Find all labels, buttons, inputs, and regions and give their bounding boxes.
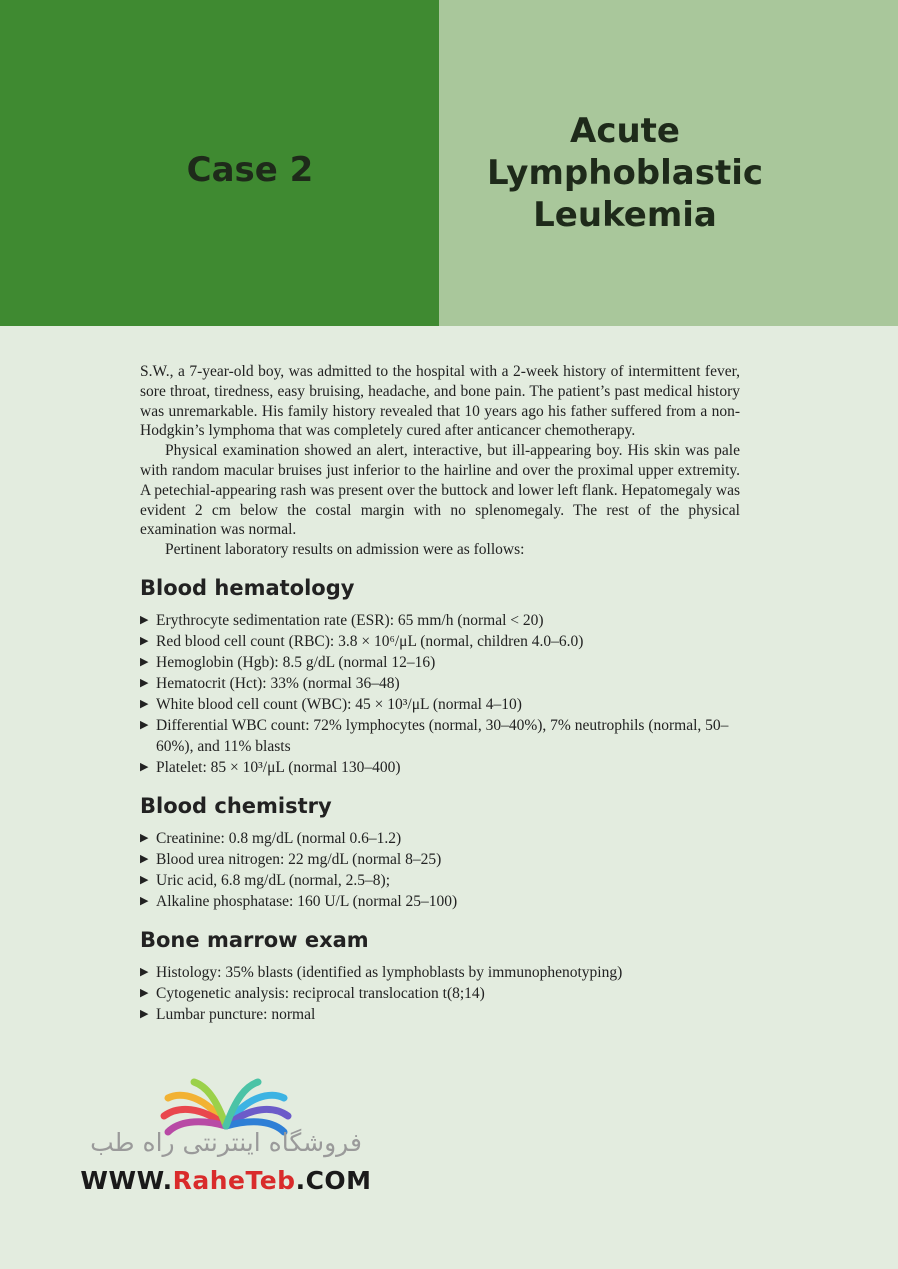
list-item: ▶ Hemoglobin (Hgb): 8.5 g/dL (normal 12–16) (140, 653, 436, 671)
store-name-persian: فروشگاه اینترنتی راه طب (90, 1128, 362, 1157)
chapter-title (470, 110, 780, 236)
bullet-icon: ▶ (140, 965, 149, 978)
list-item: ▶ Creatinine: 0.8 mg/dL (normal 0.6–1.2) (140, 829, 402, 847)
bullet-icon: ▶ (140, 613, 149, 626)
bullet-icon: ▶ (140, 676, 149, 689)
intro-paragraph: S.W., a 7-year-old boy, was admitted to the hospital with a 2-week history of intermittent fever, sore throat, tiredness, easy bruising, headache, and bone pain. The patient’s past medical history was unremarkable. His family history revealed that 10 years ago his father suffered from a non-Hodgkin’s lymphoma that was completely cured after anticancer chemotherapy. (140, 363, 740, 440)
list-item: ▶ Histology: 35% blasts (identified as lymphoblasts by immunophenotyping) (140, 963, 623, 981)
list-item: ▶ Blood urea nitrogen: 22 mg/dL (normal 8–25) (140, 850, 442, 868)
bone-marrow-list (140, 962, 740, 1025)
title-line: Lymphoblastic (486, 153, 764, 193)
bullet-icon: ▶ (140, 831, 149, 844)
header-left-panel (0, 0, 439, 326)
list-item: ▶ Cytogenetic analysis: reciprocal translocation t(8;14) (140, 984, 485, 1002)
bullet-icon: ▶ (140, 852, 149, 865)
list-item: ▶ Alkaline phosphatase: 160 U/L (normal 25–100) (140, 892, 458, 910)
chapter-header (0, 0, 898, 326)
list-item: ▶ Red blood cell count (RBC): 3.8 × 10⁶/μL (normal, children 4.0–6.0) (140, 632, 584, 650)
section-heading-blood-chemistry: Blood chemistry (140, 793, 332, 818)
list-item: ▶ Differential WBC count: 72% lymphocytes (normal, 30–40%), 7% neutrophils (normal, 50–60%), and 11% blasts (140, 716, 729, 755)
list-item: ▶ Uric acid, 6.8 mg/dL (normal, 2.5–8); (140, 871, 391, 889)
bullet-icon: ▶ (140, 655, 149, 668)
hematology-list (140, 610, 740, 778)
bullet-icon: ▶ (140, 634, 149, 647)
case-content (140, 362, 740, 1025)
case-label: Case 2 (186, 150, 314, 190)
list-item: ▶ Platelet: 85 × 10³/μL (normal 130–400) (140, 758, 401, 776)
section-heading-bone-marrow: Bone marrow exam (140, 927, 369, 952)
bullet-icon: ▶ (140, 873, 149, 886)
title-line: Leukemia (533, 195, 717, 235)
store-url: WWW.RaheTeb.COM (80, 1166, 372, 1195)
list-item: ▶ White blood cell count (WBC): 45 × 10³/μL (normal 4–10) (140, 695, 522, 713)
list-item: ▶ Erythrocyte sedimentation rate (ESR): 65 mm/h (normal < 20) (140, 611, 544, 629)
list-item: ▶ Lumbar puncture: normal (140, 1005, 316, 1023)
intro-paragraph: Pertinent laboratory results on admission were as follows: (165, 541, 525, 559)
bullet-icon: ▶ (140, 894, 149, 907)
bullet-icon: ▶ (140, 760, 149, 773)
bullet-icon: ▶ (140, 718, 149, 731)
bullet-icon: ▶ (140, 986, 149, 999)
intro-paragraph: Physical examination showed an alert, interactive, but ill-appearing boy. His skin was pale with random macular bruises just inferior to the hairline and over the proximal upper extremity. A petechial-appearing rash was present over the buttock and lower left flank. Hepatomegaly was evident 2 cm below the costal margin with no splenomegaly. The rest of the physical examination was normal. (140, 442, 740, 539)
section-heading-blood-hematology: Blood hematology (140, 575, 355, 600)
chemistry-list (140, 828, 740, 912)
title-line: Acute (570, 111, 680, 151)
bullet-icon: ▶ (140, 697, 149, 710)
list-item: ▶ Hematocrit (Hct): 33% (normal 36–48) (140, 674, 400, 692)
bullet-icon: ▶ (140, 1007, 149, 1020)
